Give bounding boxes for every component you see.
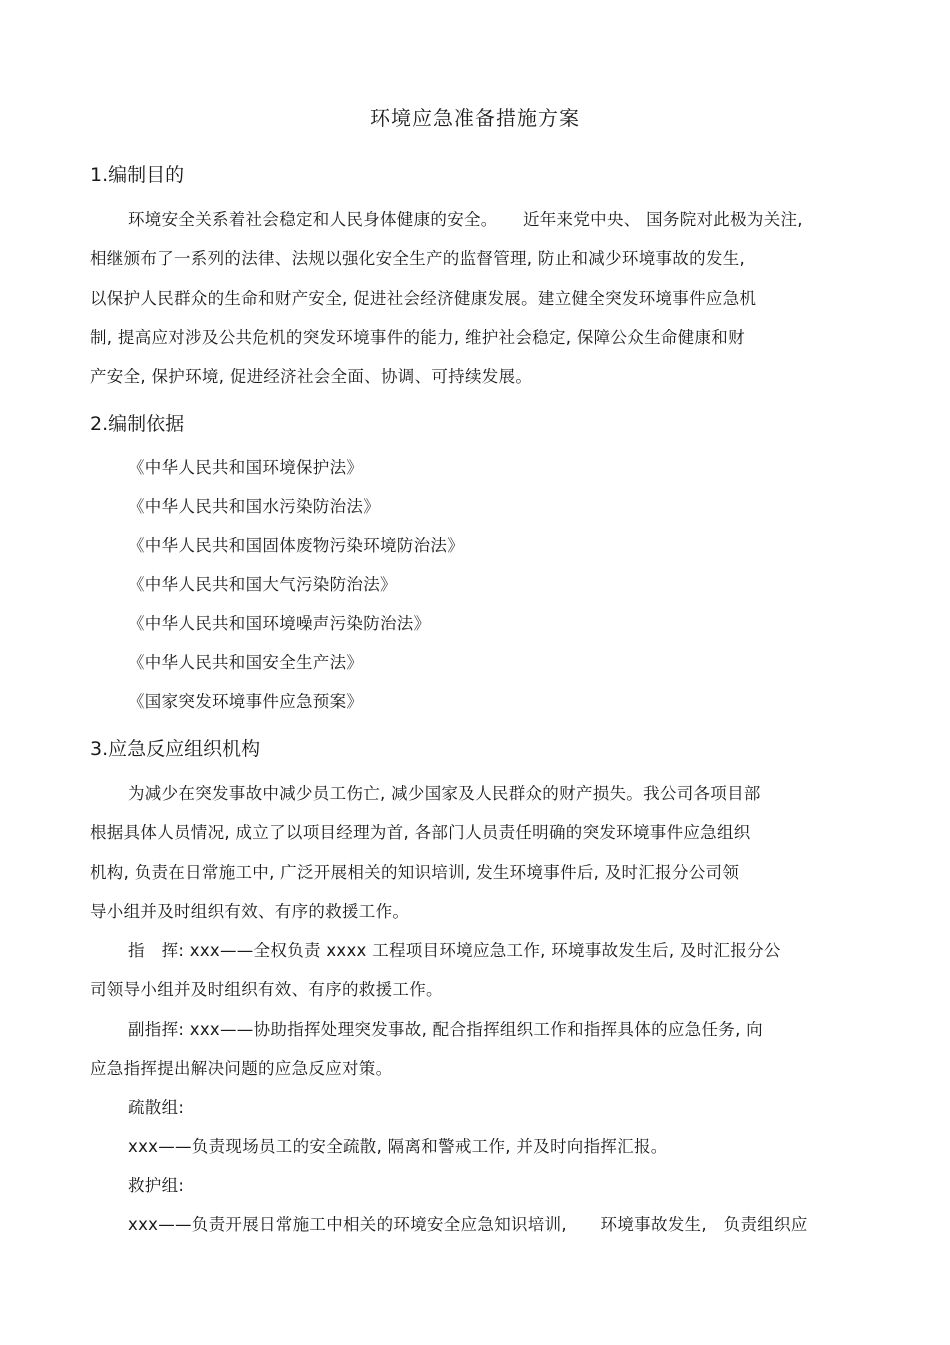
page-title: 环境应急准备措施方案 (370, 106, 580, 130)
section-heading-organization: 3.应急反应组织机构 (90, 738, 261, 760)
paragraph-line: 产安全, 保护环境, 促进经济社会全面、协调、可持续发展。 (90, 367, 533, 386)
paragraph-line: 为减少在突发事故中减少员工伤亡, 减少国家及人民群众的财产损失。我公司各项目部 (128, 784, 761, 803)
law-list-item: 《中华人民共和国环境噪声污染防治法》 (128, 614, 431, 633)
paragraph-line: 制, 提高应对涉及公共危机的突发环境事件的能力, 维护社会稳定, 保障公众生命健康和财 (90, 328, 745, 347)
section-heading-basis: 2.编制依据 (90, 413, 185, 435)
paragraph-line: 以保护人民群众的生命和财产安全, 促进社会经济健康发展。建立健全突发环境事件应急机 (90, 289, 757, 308)
evacuation-group-duty: xxx——负责现场员工的安全疏散, 隔离和警戒工作, 并及时向指挥汇报。 (128, 1137, 668, 1156)
evacuation-group-label: 疏散组: (128, 1098, 185, 1117)
paragraph-line: 司领导小组并及时组织有效、有序的救援工作。 (90, 980, 443, 999)
section-heading-purpose: 1.编制目的 (90, 164, 185, 186)
law-list-item: 《中华人民共和国环境保护法》 (128, 458, 364, 477)
rescue-group-duty: xxx——负责开展日常施工中相关的环境安全应急知识培训, 环境事故发生, 负责组织应 (128, 1215, 808, 1234)
law-list-item: 《中华人民共和国固体废物污染环境防治法》 (128, 536, 464, 555)
deputy-commander-line: 副指挥: xxx——协助指挥处理突发事故, 配合指挥组织工作和指挥具体的应急任务, 向 (128, 1020, 763, 1039)
paragraph-line: 应急指挥提出解决问题的应急反应对策。 (90, 1059, 393, 1078)
law-list-item: 《中华人民共和国安全生产法》 (128, 653, 364, 672)
paragraph-line: 相继颁布了一系列的法律、法规以强化安全生产的监督管理, 防止和减少环境事故的发生, (90, 249, 746, 268)
law-list-item: 《中华人民共和国大气污染防治法》 (128, 575, 397, 594)
law-list-item: 《国家突发环境事件应急预案》 (128, 692, 364, 711)
paragraph-line: 机构, 负责在日常施工中, 广泛开展相关的知识培训, 发生环境事件后, 及时汇报分公司领 (90, 863, 740, 882)
paragraph-line: 环境安全关系着社会稳定和人民身体健康的安全。 近年来党中央、 国务院对此极为关注, (128, 210, 803, 229)
commander-line: 指 挥: xxx——全权负责 xxxx 工程项目环境应急工作, 环境事故发生后, 及时汇报分公 (128, 941, 781, 960)
law-list-item: 《中华人民共和国水污染防治法》 (128, 497, 380, 516)
rescue-group-label: 救护组: (128, 1176, 185, 1195)
paragraph-line: 根据具体人员情况, 成立了以项目经理为首, 各部门人员责任明确的突发环境事件应急组织 (90, 823, 751, 842)
paragraph-line: 导小组并及时组织有效、有序的救援工作。 (90, 902, 410, 921)
